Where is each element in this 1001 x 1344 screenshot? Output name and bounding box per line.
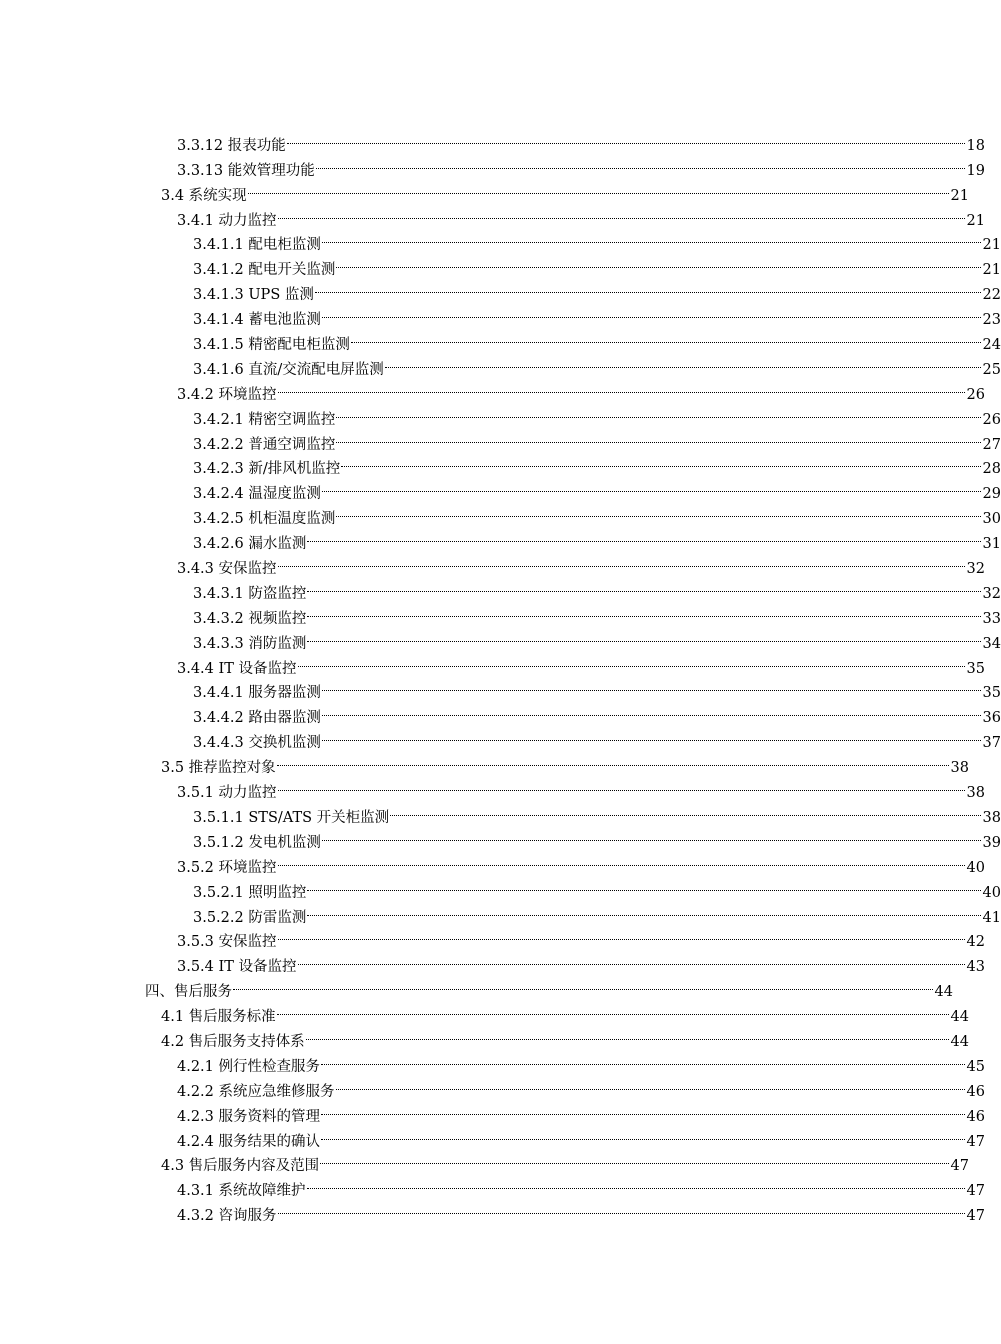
dot-leader — [277, 747, 949, 772]
dot-leader — [277, 996, 949, 1021]
toc-entry[interactable] — [0, 274, 1001, 304]
toc-entry-page-number: 21 — [982, 262, 1001, 279]
toc-entry[interactable] — [0, 922, 985, 951]
toc-entry-page-number: 47 — [966, 1133, 985, 1150]
toc-entry-page-number: 38 — [982, 809, 1001, 826]
toc-entry-page-number: 31 — [982, 536, 1001, 553]
dot-leader — [322, 822, 981, 847]
toc-entry-title: 3.4.2 环境监控 — [177, 386, 277, 403]
toc-entry-title: 3.4.1.2 配电开关监测 — [193, 262, 336, 279]
toc-entry-page-number: 21 — [950, 187, 969, 204]
toc-entry[interactable] — [0, 897, 1001, 926]
dot-leader — [278, 847, 965, 872]
dot-leader — [322, 697, 981, 722]
toc-entry-title: 3.5.1.2 发电机监测 — [193, 834, 321, 851]
toc-entry[interactable] — [0, 374, 985, 403]
toc-entry-title: 3.4.2.6 漏水监测 — [193, 536, 307, 553]
toc-entry-title: 3.4.1.6 直流/交流配电屏监测 — [193, 361, 384, 378]
toc-entry-page-number: 21 — [982, 237, 1001, 254]
toc-entry-title: 3.5 推荐监控对象 — [161, 760, 276, 777]
toc-entry-page-number: 42 — [966, 934, 985, 951]
dot-leader — [336, 1071, 965, 1096]
toc-entry[interactable] — [0, 449, 1001, 478]
toc-entry[interactable] — [0, 822, 1001, 851]
toc-entry-page-number: 30 — [982, 511, 1001, 528]
toc-entry-title: 3.4.4.1 服务器监测 — [193, 685, 321, 702]
toc-entry-title: 4.3.2 咨询服务 — [177, 1208, 277, 1225]
table-of-contents — [0, 125, 1001, 1225]
toc-entry[interactable] — [0, 996, 969, 1026]
toc-entry[interactable] — [0, 1071, 985, 1100]
toc-entry-title: 4.3 售后服务内容及范围 — [161, 1158, 320, 1175]
toc-entry[interactable] — [0, 722, 1001, 752]
toc-entry-title: 3.4.1.4 蓄电池监测 — [193, 312, 321, 329]
toc-entry[interactable] — [0, 498, 1001, 528]
dot-leader — [316, 150, 965, 175]
toc-entry-page-number: 38 — [950, 760, 969, 777]
toc-entry-title: 4.2.3 服务资料的管理 — [177, 1108, 321, 1125]
dot-leader — [307, 598, 980, 623]
toc-entry-page-number: 43 — [966, 959, 985, 976]
toc-entry-page-number: 29 — [982, 486, 1001, 503]
toc-entry-title: 3.5.2.1 照明监控 — [193, 884, 307, 901]
toc-entry[interactable] — [0, 324, 1001, 354]
toc-entry[interactable] — [0, 697, 1001, 727]
dot-leader — [321, 1121, 965, 1146]
toc-entry-page-number: 18 — [966, 137, 985, 154]
dot-leader — [321, 1096, 965, 1121]
toc-entry-title: 3.5.1.1 STS/ATS 开关柜监测 — [193, 809, 390, 826]
toc-entry-page-number: 23 — [982, 312, 1001, 329]
toc-entry[interactable] — [0, 623, 1001, 652]
toc-entry[interactable] — [0, 648, 985, 677]
toc-entry[interactable] — [0, 1195, 985, 1225]
toc-entry-page-number: 22 — [982, 287, 1001, 304]
toc-entry[interactable] — [0, 673, 1001, 702]
toc-entry-page-number: 37 — [982, 735, 1001, 752]
dot-leader — [278, 772, 965, 797]
toc-entry[interactable] — [0, 946, 985, 976]
toc-entry-title: 3.4.2.1 精密空调监控 — [193, 411, 336, 428]
toc-entry-page-number: 40 — [966, 859, 985, 876]
toc-entry-page-number: 26 — [982, 411, 1001, 428]
dot-leader — [390, 797, 980, 822]
dot-leader — [307, 573, 980, 598]
toc-entry[interactable] — [0, 225, 1001, 254]
dot-leader — [233, 971, 933, 996]
toc-entry-title: 4.2.2 系统应急维修服务 — [177, 1083, 335, 1100]
dot-leader — [307, 897, 980, 922]
toc-entry[interactable] — [0, 548, 985, 578]
toc-entry-title: 3.4.3.2 视频监控 — [193, 610, 307, 627]
dot-leader — [278, 1195, 965, 1220]
toc-entry[interactable] — [0, 1046, 985, 1075]
toc-entry-page-number: 44 — [950, 1009, 969, 1026]
toc-entry-title: 3.4.2.2 普通空调监控 — [193, 436, 336, 453]
toc-entry-title: 3.4.2.3 新/排风机监控 — [193, 461, 341, 478]
dot-leader — [322, 473, 981, 498]
toc-entry[interactable] — [0, 1146, 969, 1175]
dot-leader — [336, 399, 980, 424]
toc-entry-title: 3.4.2.5 机柜温度监测 — [193, 511, 336, 528]
toc-entry[interactable] — [0, 299, 1001, 329]
toc-entry-page-number: 32 — [982, 585, 1001, 602]
dot-leader — [321, 1046, 965, 1071]
toc-entry-page-number: 34 — [982, 635, 1001, 652]
toc-entry[interactable] — [0, 971, 953, 1001]
dot-leader — [306, 1021, 949, 1046]
toc-entry-page-number: 25 — [982, 361, 1001, 378]
toc-entry[interactable] — [0, 1121, 985, 1150]
toc-entry-page-number: 33 — [982, 610, 1001, 627]
dot-leader — [248, 175, 949, 200]
toc-entry[interactable] — [0, 175, 969, 204]
dot-leader — [341, 449, 980, 474]
toc-entry-title: 3.3.12 报表功能 — [177, 137, 286, 154]
toc-entry-page-number: 46 — [966, 1083, 985, 1100]
toc-entry[interactable] — [0, 797, 1001, 826]
toc-entry-title: 3.5.4 IT 设备监控 — [177, 959, 297, 976]
dot-leader — [278, 200, 965, 225]
toc-entry-page-number: 39 — [982, 834, 1001, 851]
dot-leader — [322, 722, 981, 747]
toc-entry-page-number: 44 — [934, 984, 953, 1001]
toc-entry-title: 3.4.1 动力监控 — [177, 212, 277, 229]
dot-leader — [278, 548, 965, 573]
toc-entry-title: 3.4.4.2 路由器监测 — [193, 710, 321, 727]
toc-entry[interactable] — [0, 1021, 969, 1050]
dot-leader — [298, 946, 965, 971]
toc-entry[interactable] — [0, 772, 985, 802]
dot-leader — [307, 623, 980, 648]
toc-entry-title: 3.4.4 IT 设备监控 — [177, 660, 297, 677]
toc-entry-page-number: 35 — [982, 685, 1001, 702]
toc-entry-title: 4.2.4 服务结果的确认 — [177, 1133, 321, 1150]
toc-entry-page-number: 36 — [982, 710, 1001, 727]
toc-entry-title: 4.2.1 例行性检查服务 — [177, 1058, 321, 1075]
toc-entry-page-number: 32 — [966, 561, 985, 578]
toc-entry[interactable] — [0, 473, 1001, 503]
toc-entry-page-number: 45 — [966, 1058, 985, 1075]
toc-entry-title: 3.4.1.3 UPS 监测 — [193, 287, 314, 304]
toc-entry-page-number: 21 — [966, 212, 985, 229]
dot-leader — [322, 225, 981, 250]
toc-entry-page-number: 26 — [966, 386, 985, 403]
toc-entry-page-number: 28 — [982, 461, 1001, 478]
toc-entry-page-number: 40 — [982, 884, 1001, 901]
dot-leader — [336, 249, 980, 274]
toc-entry[interactable] — [0, 200, 985, 229]
toc-entry-title: 3.4.2.4 温湿度监测 — [193, 486, 321, 503]
dot-leader — [287, 125, 965, 150]
dot-leader — [322, 299, 981, 324]
toc-entry-page-number: 46 — [966, 1108, 985, 1125]
toc-entry-title: 3.4.4.3 交换机监测 — [193, 735, 321, 752]
toc-entry-title: 3.4.1.5 精密配电柜监测 — [193, 337, 350, 354]
toc-entry-page-number: 41 — [982, 909, 1001, 926]
dot-leader — [336, 424, 980, 449]
toc-entry-page-number: 47 — [966, 1183, 985, 1200]
toc-entry-title: 3.5.2 环境监控 — [177, 859, 277, 876]
dot-leader — [307, 872, 980, 897]
dot-leader — [351, 324, 981, 349]
toc-entry-title: 3.5.2.2 防雷监测 — [193, 909, 307, 926]
dot-leader — [315, 274, 981, 299]
toc-entry[interactable] — [0, 523, 1001, 553]
toc-entry-title: 4.1 售后服务标准 — [161, 1009, 276, 1026]
toc-entry[interactable] — [0, 1096, 985, 1125]
dot-leader — [385, 349, 981, 374]
toc-entry-page-number: 38 — [966, 785, 985, 802]
toc-entry[interactable] — [0, 150, 985, 179]
dot-leader — [307, 523, 980, 548]
dot-leader — [322, 673, 981, 698]
toc-entry-page-number: 24 — [982, 337, 1001, 354]
toc-entry-title: 3.4.3 安保监控 — [177, 561, 277, 578]
toc-entry[interactable] — [0, 1170, 985, 1200]
toc-entry-title: 3.4 系统实现 — [161, 187, 247, 204]
toc-entry-title: 4.2 售后服务支持体系 — [161, 1033, 305, 1050]
toc-entry-title: 4.3.1 系统故障维护 — [177, 1183, 306, 1200]
toc-entry[interactable] — [0, 573, 1001, 602]
dot-leader — [278, 374, 965, 399]
toc-entry[interactable] — [0, 847, 985, 876]
toc-entry[interactable] — [0, 424, 1001, 453]
toc-entry-page-number: 27 — [982, 436, 1001, 453]
dot-leader — [320, 1146, 948, 1171]
toc-entry-page-number: 19 — [966, 162, 985, 179]
toc-entry-title: 3.5.1 动力监控 — [177, 785, 277, 802]
toc-entry[interactable] — [0, 598, 1001, 627]
dot-leader — [298, 648, 965, 673]
toc-entry-title: 3.4.3.1 防盗监控 — [193, 585, 307, 602]
toc-entry[interactable] — [0, 872, 1001, 901]
toc-entry[interactable] — [0, 399, 1001, 428]
dot-leader — [278, 922, 965, 947]
toc-entry[interactable] — [0, 747, 969, 777]
toc-entry-title: 3.5.3 安保监控 — [177, 934, 277, 951]
toc-entry-title: 3.4.3.3 消防监测 — [193, 635, 307, 652]
toc-entry[interactable] — [0, 249, 1001, 279]
toc-entry-page-number: 47 — [966, 1208, 985, 1225]
dot-leader — [336, 498, 980, 523]
toc-entry-title: 3.3.13 能效管理功能 — [177, 162, 315, 179]
toc-entry-page-number: 47 — [950, 1158, 969, 1175]
toc-entry-title: 四、售后服务 — [145, 984, 232, 1001]
dot-leader — [307, 1170, 965, 1195]
toc-entry-title: 3.4.1.1 配电柜监测 — [193, 237, 321, 254]
toc-entry[interactable] — [0, 349, 1001, 378]
toc-entry-page-number: 44 — [950, 1033, 969, 1050]
toc-entry[interactable] — [0, 125, 985, 154]
toc-entry-page-number: 35 — [966, 660, 985, 677]
